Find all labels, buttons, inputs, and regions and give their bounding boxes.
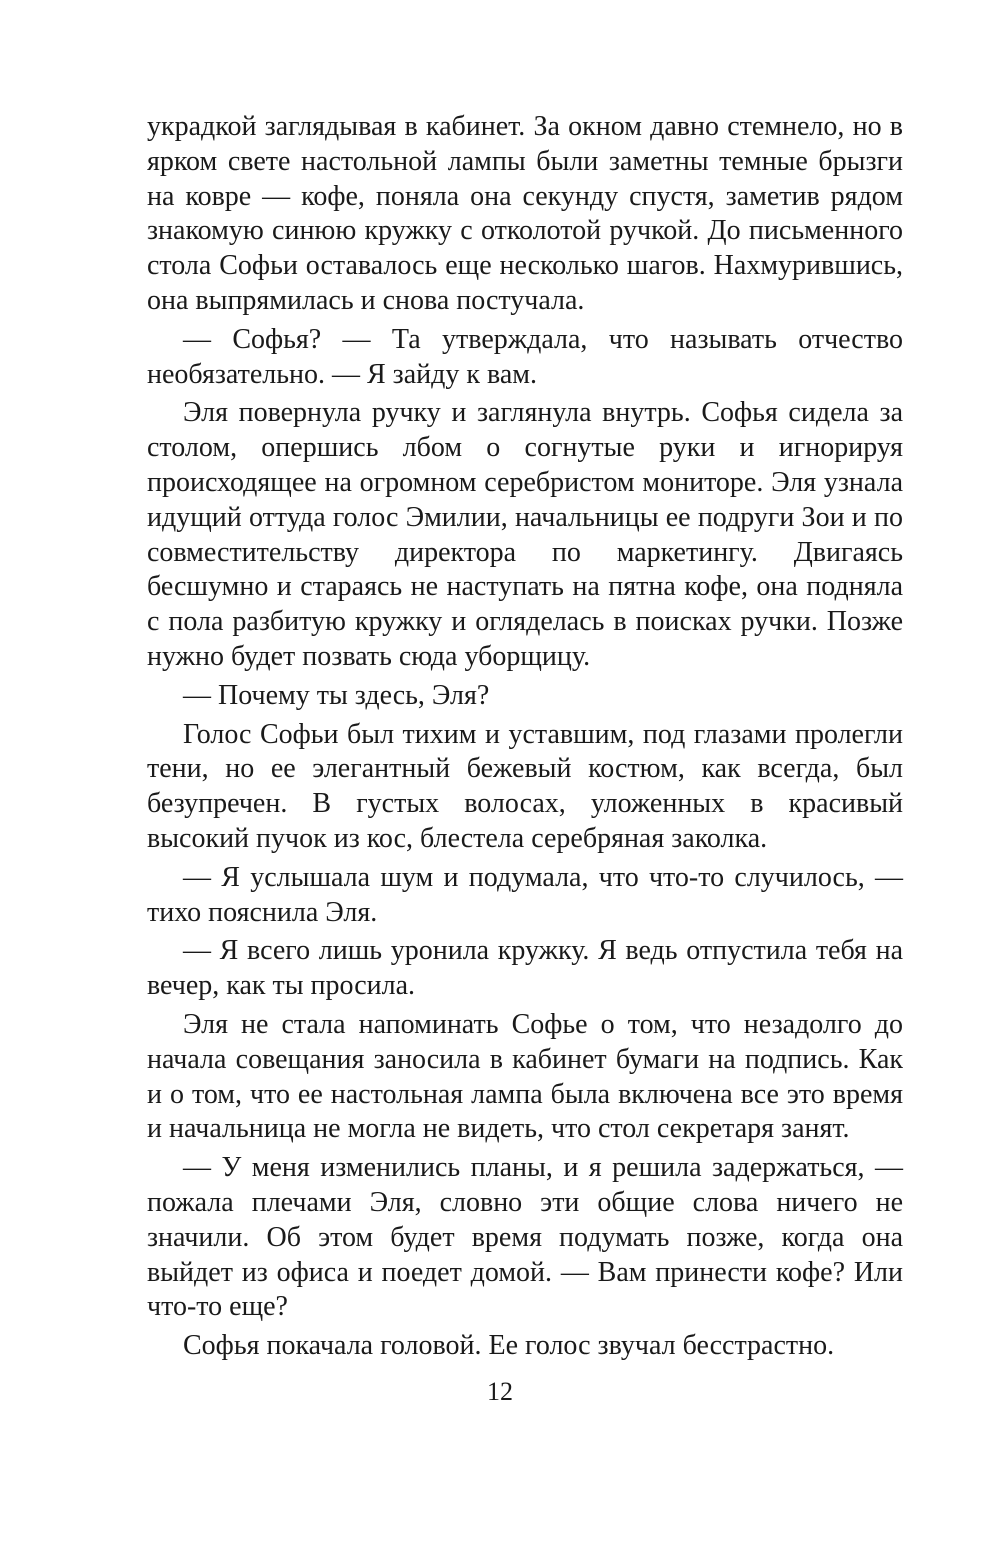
page-number: 12 bbox=[487, 1377, 513, 1406]
paragraph: Эля повернула ручку и заглянула внутрь. Софья сидела за столом, опершись лбом о согнутые руки и игнорируя происходящее на огромном серебристом мониторе. Эля узнала идущий оттуда голос Эмилии, начальницы ее подруги Зои и по совместительству директора по маркетингу. Двигаясь бесшумно и стараясь не наступать на пятна кофе, она подняла с пола разбитую кружку и огляделась в поисках ручки. Позже нужно будет позвать сюда уборщицу. bbox=[147, 397, 903, 672]
paragraph: Голос Софьи был тихим и уставшим, под глазами пролегли тени, но ее элегантный бежевый костюм, как всегда, был безупречен. В густых волосах, уложенных в красивый высокий пучок из кос, блестела серебряная заколка. bbox=[147, 718, 903, 854]
paragraph: — Софья? — Та утверждала, что называть отчество необязательно. — Я зайду к вам. bbox=[147, 323, 903, 390]
paragraph: Софья покачала головой. Ее голос звучал бесстрастно. bbox=[183, 1330, 835, 1362]
paragraph: украдкой заглядывая в кабинет. За окном давно стемнело, но в ярком свете настольной лампы были заметны темные брызги на ковре — кофе, поняла она секунду спустя, заметив рядом знакомую синюю кружку с отколотой ручкой. До письменного стола Софьи оставалось еще несколько шагов. Нахмурившись, она выпрямилась и снова постучала. bbox=[147, 111, 903, 316]
body-text bbox=[147, 110, 903, 1368]
paragraph: — Я услышала шум и подумала, что что-то случилось, — тихо пояснила Эля. bbox=[147, 861, 903, 928]
paragraph: — Почему ты здесь, Эля? bbox=[183, 679, 490, 711]
paragraph: — Я всего лишь уронила кружку. Я ведь отпустила тебя на вечер, как ты просила. bbox=[147, 935, 903, 1002]
paragraph: — У меня изменились планы, и я решила задержаться, — пожала плечами Эля, словно эти общие слова ничего не значили. Об этом будет время подумать позже, когда она выйдет из офиса и поедет домой. — Вам принести кофе? Или что-то еще? bbox=[147, 1152, 903, 1323]
paragraph: Эля не стала напоминать Софье о том, что незадолго до начала совещания заносила в кабинет бумаги на подпись. Как и о том, что ее настольная лампа была включена все это время и начальница не могла не видеть, что стол секретаря занят. bbox=[147, 1008, 903, 1145]
